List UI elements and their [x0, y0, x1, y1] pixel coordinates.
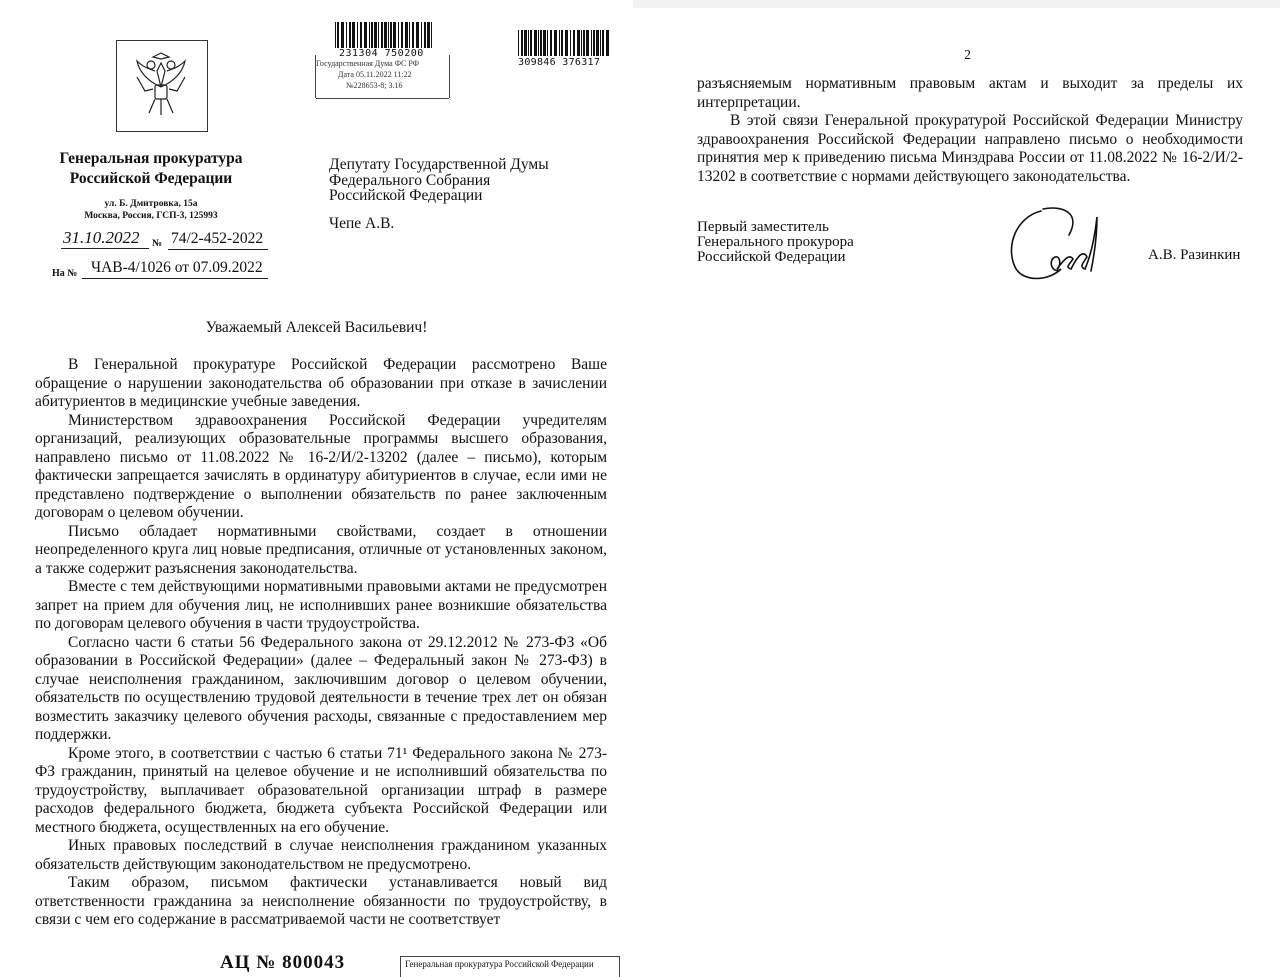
barcode-bar: [540, 30, 542, 56]
paragraph: Кроме этого, в соответствии с частью 6 статьи 71¹ Федерального закона № 273-ФЗ гражданин, принятый на целевое обучение и не исполнивший обязательства по трудоустройству, выплачивает образовательной организации штраф в размере расходов федерального бюджета, бюджета субъекта Российской Федерации или местного бюджета, осуществленных на его обучение.: [35, 744, 607, 836]
date-underline: [61, 248, 149, 249]
barcode-bar: [357, 22, 358, 48]
barcode-bar: [388, 22, 389, 48]
barcode-bar: [378, 22, 379, 48]
signer-title-line1: Первый заместитель: [697, 219, 829, 235]
barcode-1-number: 231304 750200: [339, 48, 424, 59]
recipient-line2: Федерального Собрания: [329, 171, 491, 189]
barcode-bar: [606, 30, 609, 56]
coat-of-arms-emblem: [116, 40, 208, 132]
barcode-bar: [401, 22, 403, 48]
stamp-line1: Государственная Дума ФС РФ: [316, 59, 420, 68]
stamp-bracket-left: [315, 55, 316, 98]
barcode-bar: [581, 30, 582, 56]
paragraph: разъясняемым нормативным правовым актам и выходит за пределы их интерпретации.: [697, 75, 1243, 111]
paragraph: Министерством здравоохранения Российской Федерации учредителям организаций, реализующих образовательные программы высшего образования, направлено письмо от 11.08.2022 № 16-2/И/2-13202 (далее – письмо), которым фактически запрещается зачислять в ординатуру абитуриентов в случае, если ими не представлено подтверждение о выполнении обязательств по ранее заключенным договорам о целевом обучении.: [35, 411, 607, 521]
barcode-bar: [573, 30, 575, 56]
barcode-1-icon: [335, 22, 435, 48]
barcode-bar: [550, 30, 552, 56]
recipient-line3: Российской Федерации: [329, 187, 483, 204]
incoming-reference: ЧАВ-4/1026 от 07.09.2022: [91, 259, 263, 276]
barcode-bar: [337, 22, 339, 48]
paragraph: Таким образом, письмом фактически устанавливается новый вид ответственности гражданина за неисполнение обязанности по трудоустройству, в связи с чем его содержание в рассматриваемой части не соответствует: [35, 874, 607, 928]
barcode-bar: [421, 22, 422, 48]
barcode-bar: [409, 22, 410, 48]
barcode-bar: [554, 30, 557, 56]
paragraph: Иных правовых последствий в случае неисполнения гражданином указанных обязательств действующим законодательством не предусмотрено.: [35, 837, 607, 873]
page-top-shade: [633, 0, 1280, 8]
barcode-bar: [561, 30, 563, 56]
barcode-bar: [528, 30, 529, 56]
paragraph: Вместе с тем действующими нормативными правовыми актами не предусмотрен запрет на прием для обучения лиц, не исполнивших ранее возникшие обязательства по договорам целевого обучения в части трудоустройства.: [35, 578, 607, 632]
barcode-bar: [412, 22, 414, 48]
barcode-bar: [335, 22, 336, 48]
barcode-bar: [538, 30, 539, 56]
signer-title: [697, 220, 854, 265]
barcode-bar: [405, 22, 408, 48]
signer-name: А.В. Разинкин: [1148, 247, 1241, 263]
registration-stamp: [316, 58, 449, 99]
recipient-name: Чепе А.В.: [329, 214, 395, 232]
paragraph: В этой связи Генеральной прокуратурой Российской Федерации Министру здравоохранения Российской Федерации направлено письмо о необходимости принятия мер к приведению письма Минздрава России от 11.08.2022 № 16-2/И/2-13202 в соответствие с нормами действующего законодательства.: [697, 112, 1243, 185]
barcode-bar: [600, 30, 601, 56]
outgoing-number: 74/2-452-2022: [171, 230, 264, 247]
incoming-label: На №: [52, 268, 78, 279]
barcode-bar: [427, 22, 430, 48]
stamp-line3: №228653-8; 3.16: [346, 81, 403, 90]
barcode-bar: [369, 22, 370, 48]
barcode-bar: [352, 22, 355, 48]
double-headed-eagle-icon: [117, 41, 206, 130]
paragraph: В Генеральной прокуратуре Российской Федерации рассмотрено Ваше обращение о нарушении законодательства об образовании при отказе в зачислении абитуриентов в медицинские учебные заведения.: [35, 356, 607, 410]
paragraph: Письмо обладает нормативными свойствами, создает в отношении неопределенного круга лиц новые предписания, отличные от установленных законом, а также содержит разъяснения законодательства.: [35, 522, 607, 577]
letter-page-1: [0, 0, 633, 977]
barcode-bar: [565, 30, 568, 56]
signer-title-line2: Генерального прокурора: [697, 234, 854, 250]
barcode-bar: [596, 30, 599, 56]
stamp-bracket-right: [449, 55, 450, 98]
org-name-line2: Российской Федерации: [69, 170, 233, 187]
greeting: Уважаемый Алексей Васильевич!: [205, 319, 428, 336]
incoming-underline: [82, 278, 268, 279]
letter-body-page1: [35, 356, 607, 930]
barcode-bar: [547, 30, 548, 56]
barcode-bar: [586, 30, 589, 56]
barcode-bar: [583, 30, 585, 56]
signature-icon: [1003, 205, 1113, 285]
barcode-bar: [530, 30, 532, 56]
org-address-line2: Москва, Россия, ГСП-3, 125993: [84, 211, 218, 221]
footer-stamp: Генеральная прокуратура Российской Федерации: [400, 956, 620, 977]
barcode-bar: [570, 30, 571, 56]
barcode-bar: [381, 22, 383, 48]
number-underline: [168, 249, 268, 250]
barcode-bar: [341, 22, 344, 48]
barcode-bar: [371, 22, 373, 48]
org-name-line1: Генеральная прокуратура: [59, 150, 243, 167]
stamp-line2: Дата 05.11.2022 11:22: [338, 70, 412, 79]
barcode-bar: [349, 22, 351, 48]
ac-serial-number: АЦ № 800043: [220, 952, 346, 973]
recipient-line1: Депутату Государственной Думы: [329, 156, 549, 173]
barcode-bar: [390, 22, 392, 48]
barcode-bar: [398, 22, 399, 48]
outgoing-date: 31.10.2022: [63, 228, 140, 247]
barcode-bar: [424, 22, 426, 48]
barcode-2-number: 309846 376317: [518, 57, 601, 68]
recipient-block: [329, 157, 609, 231]
paragraph: Согласно части 6 статьи 56 Федерального закона от 29.12.2012 № 273-ФЗ «Об образовании в Российской Федерации» (далее – Федеральный закон № 273-ФЗ) в случае неисполнения гражданином, заключившим договор о целевом обучении, обязательств по осуществлению трудовой деятельности в течение трех лет он обязан возместить заказчику целевого обучения расходы, связанные с предоставлением мер поддержки.: [35, 633, 607, 743]
letter-body-page2: [697, 75, 1243, 186]
barcode-bar: [543, 30, 546, 56]
barcode-bar: [431, 22, 432, 48]
barcode-bar: [559, 30, 560, 56]
barcode-bar: [364, 22, 367, 48]
barcode-bar: [602, 30, 604, 56]
barcode-bar: [416, 22, 419, 48]
barcode-bar: [591, 30, 592, 56]
barcode-bar: [534, 30, 537, 56]
barcode-bar: [393, 22, 396, 48]
page-number: 2: [964, 48, 971, 63]
outgoing-no-label: №: [152, 238, 163, 249]
signer-title-line3: Российской Федерации: [697, 249, 846, 265]
handwritten-signature: [1003, 205, 1113, 290]
barcode-bar: [360, 22, 362, 48]
barcode-bar: [521, 30, 523, 56]
barcode-bar: [518, 30, 519, 56]
org-address-line1: ул. Б. Дмитровка, 15а: [104, 199, 198, 209]
barcode-bar: [346, 22, 347, 48]
barcode-bar: [593, 30, 595, 56]
barcode-bar: [384, 22, 387, 48]
barcode-bar: [524, 30, 527, 56]
barcode-bar: [577, 30, 580, 56]
barcode-2-icon: [518, 30, 612, 56]
barcode-bar: [374, 22, 377, 48]
